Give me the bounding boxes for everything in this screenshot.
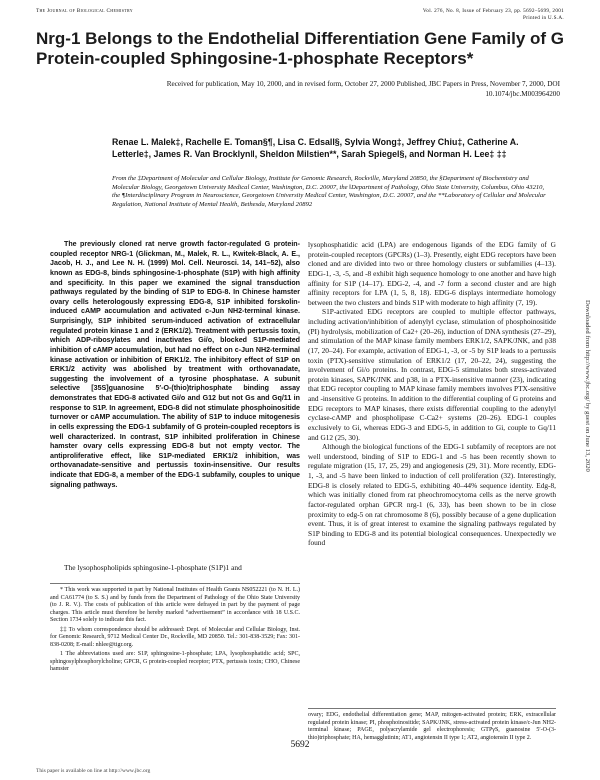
paragraph: lysophosphatidic acid (LPA) are endogenous ligands of the EDG family of G protein-coupled receptors (GPCRs) (1–3). Presently, eight EDG receptors have been cloned and are divided into two or three homology clusters or subfamilies (4–13). EDG-1, -3, -5, and -8 exhibit high sequence homology to one another and have high affinity for S1P (14–17). EDG-2, -4, and -7 form a second cluster and are high affinity receptors for LPA (1, 5, 8, 18). EDG-6 displays intermediate homology between the two clusters and binds S1P with moderate to high affinity (7, 19). (308, 240, 556, 307)
page-number: 5692 (290, 740, 310, 750)
footnote-rule-left (50, 583, 300, 584)
journal-volume (423, 8, 564, 22)
journal-name: The Journal of Biological Chemistry (36, 8, 133, 14)
footnote-abbreviations: 1 The abbreviations used are: S1P, sphingosine-1-phosphate; LPA, lysophosphatidic acid; SPC, sphingosylphosphorylcholine; GPCR, G protein-coupled receptor; PTX, pertussis toxin; CHO, Chinese hamster (50, 650, 300, 673)
footnote-rule-right (308, 708, 556, 709)
footnote-abbreviations-cont: ovary; EDG, endothelial differentiation gene; MAP, mitogen-activated protein; ERK, extracellular regulated protein kinase; PI, phosphoinositide; SAPK/JNK, stress-activated protein kinase/c-Jun NH2-terminal kinase; PAGE, polyacrylamide gel electrophoresis; GTPγS, guanosine 5′-O-(3-thio)triphosphate; HA, hemagglutinin; AT1, angiotensin II type 1; AT2, angiotensin II type 2. (308, 712, 556, 741)
abstract: The previously cloned rat nerve growth factor-regulated G protein-coupled receptor NRG-1 (Glickman, M., Malek, R. L., Kwitek-Black, A. E., Jacob, H. J., and Lee N. H. (1999) Mol. Cell. Neurosci. 14, 141–52), also known as EDG-8, binds sphingosine-1-phosphate (S1P) with high affinity and specificity. In this paper we examined the signal transduction pathways regulated by the binding of S1P to EDG-8. In Chinese hamster ovary cells heterologously expressing EDG-8, S1P inhibited forskolin-induced cAMP accumulation and activated c-Jun NH2-terminal kinase. Surprisingly, S1P inhibited serum-induced activation of extracellular regulated protein kinase 1 and 2 (ERK1/2). Treatment with pertussis toxin, which ADP-ribosylates and inactivates Gi/o, blocked S1P-mediated inhibition of cAMP accumulation, but had no effect on c-Jun NH2-terminal kinase activation or inhibition of ERK1/2. The inhibitory effect of S1P on ERK1/2 activity was abolished by treatment with orthovanadate, suggesting the involvement of a tyrosine phosphatase. A subunit selective [35S]guanosine 5′-O-(thio)triphosphate binding assay demonstrates that EDG-8 activated Gi/o and G12 but not Gs and Gq/11 in response to S1P. In agreement, EDG-8 did not stimulate phosphoinositide turnover or cAMP accumulation. The ability of S1P to induce mitogenesis in cells expressing the EDG-1 subfamily of G protein-coupled receptors is well characterized. In contrast, S1P inhibited proliferation in Chinese hamster ovary cells expressing EDG-8 but not empty vector. The antiproliferative effect, like S1P-mediated ERK1/2 inhibition, was orthovanadate-sensitive and pertussis toxin-insensitive. Our results indicate that EDG-8, a member of the EDG-1 subfamily, couples to unique signaling pathways. (50, 240, 300, 489)
body-right-column (308, 240, 556, 548)
paragraph: S1P-activated EDG receptors are coupled to multiple effector pathways, including activation/inhibition of adenylyl cyclase, stimulation of phosphoinositide (PI) hydrolysis, mobilization of Ca2+ (20–26), induction of DNA synthesis (27–29), and stimulation of the MAP kinase family members ERK1/2, SAPK/JNK, and p38 (17, 20–24). For example, activation of EDG-1, -3, or -5 by S1P leads to a pertussis toxin (PTX)-sensitive stimulation of ERK1/2 (17, 20–22, 24), suggesting the involvement of Gi/o proteins. In contrast, EDG-5 stimulates both stress-activated protein kinases, SAPK/JNK and p38, in a PTX-insensitive manner (23), indicating that EDG receptor coupling to MAP kinase family members involves PTX-sensitive and -insensitive G proteins. In addition to the differential coupling of G proteins and EDG receptors to MAP kinases, there exists differential coupling to the adenylyl cyclase-cAMP and phospholipase C-Ca2+ systems (20–26). EDG-1 couples exclusively to Gi, whereas EDG-3 and EDG-5, in addition to Gi, couple to Gq/11 and G12 (25, 30). (308, 307, 556, 442)
author-list: Renae L. Malek‡, Rachelle E. Toman§¶, Lisa C. Edsall§, Sylvia Wong‡, Jeffrey Chiu‡, Catherine A. Letterle‡, James R. Van Brocklyn‖, Sheldon Milstien**, Sarah Spiegel§, and Norman H. Lee‡ ‡‡ (112, 137, 519, 159)
download-notice: Downloaded from http://www.jbc.org/ by guest on June 13, 2020 (584, 300, 591, 472)
footnote-funding: * This work was supported in part by National Institutes of Health Grants NS052221 (to N. H. L.) and CA61774 (to S. S.) and by funds from the Department of Pathology of the Ohio State University (to J. R. V.). The costs of publication of this article were defrayed in part by the payment of page charges. This article must therefore be hereby marked “advertisement” in accordance with 18 U.S.C. Section 1734 solely to indicate this fact. (50, 587, 300, 624)
received-dates: Received for publication, May 10, 2000, and in revised form, October 27, 2000 Published, JBC Papers in Press, November 7, 2000, DOI 10.1074/jbc.M003964200 (166, 80, 560, 98)
footer-note: This paper is available on line at http://www.jbc.org (36, 768, 151, 774)
printed-line: Printed in U.S.A. (523, 14, 564, 21)
download-sidebar (583, 300, 593, 630)
intro-first-line: The lysophospholipids sphingosine-1-phosphate (S1P)1 and (64, 563, 242, 572)
footnote-correspondence: ‡‡ To whom correspondence should be addressed: Dept. of Molecular and Cellular Biology, Inst. for Genomic Research, 9712 Medical Center Dr., Rockville, MD 20850. Tel.: 301-838-3529; Fax: 301-838-0208; E-mail: nhlee@tigr.org. (50, 626, 300, 648)
affiliations: From the ‡Department of Molecular and Cellular Biology, Institute for Genomic Research, Rockville, Maryland 20850, the §Department of Biochemistry and Molecular Biology, Georgetown University Medical Center, Washington, D.C. 20007, the ‖Department of Pathology, Ohio State University, Columbus, Ohio 43210, the ¶Interdisciplinary Program in Neuroscience, Georgetown University Medical Center, Washington, D.C. 20007, and the **Laboratory of Cellular and Molecular Regulation, National Institute of Mental Health, Bethesda, Maryland 20892 (112, 175, 546, 208)
volume-line: Vol. 276, No. 8, Issue of February 23, pp. 5692–5699, 2001 (422, 8, 564, 14)
paper-title: Nrg-1 Belongs to the Endothelial Differentiation Gene Family of G Protein-coupled Sphingosine-1-phosphate Receptors* (36, 29, 564, 68)
paragraph: Although the biological functions of the EDG-1 subfamily of receptors are not well understood, binding of S1P to EDG-1 and -5 has been recently shown to regulate migration (15, 17, 25, 29) and angiogenesis (29, 31). More recently, EDG-1, -3, and -5 have been linked to induction of cell proliferation (32). Interestingly, EDG-8 is closely related to EDG-5, exhibiting 40–44% sequence identity. Edg-8, which was initially cloned from rat pheochromocytoma cells as the nerve growth factor-regulated orphan GPCR nrg-1 (6, 33), has been shown to be in close proximity to edg-5 on rat chromosome 8 (6), possibly because of a gene duplication event. Thus, it is of great interest to examine the signaling pathways regulated by S1P binding to EDG-8 and its potential biological consequences. Unexpectedly we found (308, 442, 556, 548)
footnotes-left (50, 587, 300, 675)
